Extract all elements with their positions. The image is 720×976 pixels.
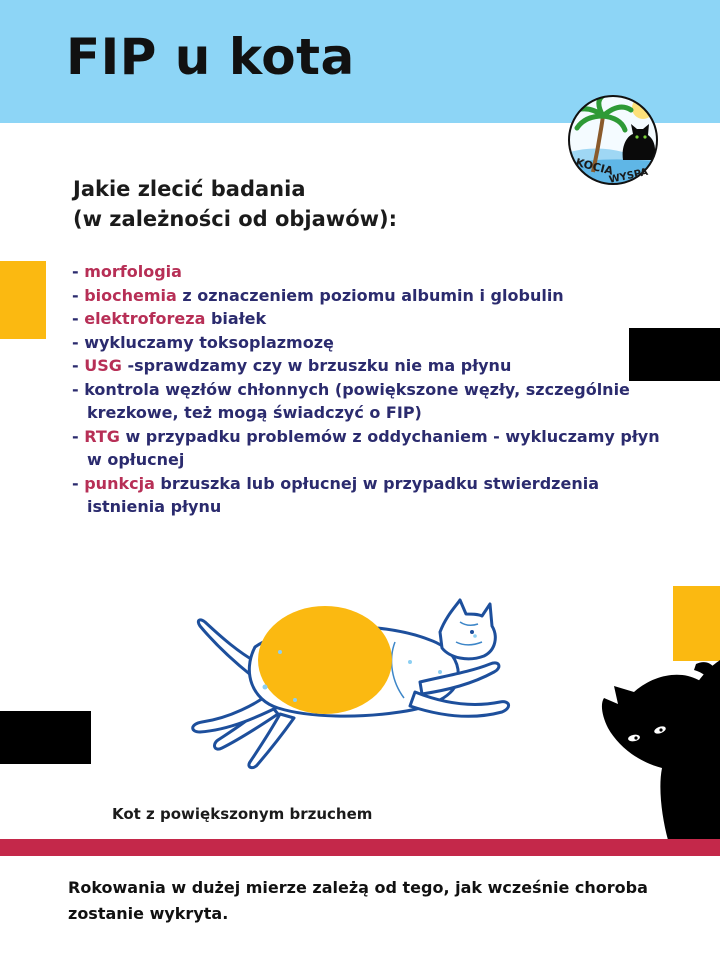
black-block-left (0, 711, 91, 764)
yellow-block-right (673, 586, 720, 661)
tests-heading-line2: (w zależności od objawów): (73, 207, 398, 231)
test-description: brzuszka lub opłucnej w przypadku stwierdzenia istnienia płynu (87, 473, 599, 516)
logo-text-top: KOCIA (574, 155, 615, 178)
test-item: - morfologia (72, 262, 182, 281)
test-item: - elektroforeza białek (72, 309, 267, 328)
test-item: - wykluczamy toksoplazmozę (72, 332, 334, 352)
test-keyword: biochemia (84, 285, 177, 305)
test-keyword: elektroforeza (84, 309, 206, 328)
lying-cat-illustration (160, 592, 520, 772)
illustration-caption: Kot z powiększonym brzuchem (112, 805, 373, 823)
tests-heading (73, 174, 397, 234)
black-cat-illustration (598, 658, 720, 840)
test-description: białek (205, 309, 267, 328)
test-description: z oznaczeniem poziomu albumin i globulin (176, 285, 564, 305)
test-keyword: morfologia (84, 262, 182, 281)
prognosis-text: Rokowania w dużej mierze zależą od tego, jak wcześnie choroba zostanie wykryta. (68, 878, 648, 923)
test-description: wykluczamy toksoplazmozę (84, 332, 334, 352)
test-item: - RTG w przypadku problemów z oddychaniem - wykluczamy płyn w opłucnej (72, 426, 660, 469)
test-description: kontrola węzłów chłonnych (powiększone węzły, szczególnie krezkowe, też mogą świadczyć o FIP) (84, 379, 630, 422)
page-title: FIP u kota (66, 28, 355, 86)
tests-heading-line1: Jakie zlecić badania (73, 177, 306, 201)
test-description: -sprawdzamy czy w brzuszku nie ma płynu (121, 356, 512, 375)
yellow-block-left (0, 261, 46, 339)
test-item: - punkcja brzuszka lub opłucnej w przypadku stwierdzenia istnienia płynu (72, 473, 599, 516)
test-keyword: RTG (84, 426, 120, 446)
kocia-wyspa-logo (563, 94, 667, 186)
test-item: - biochemia z oznaczeniem poziomu albumin i globulin (72, 285, 564, 305)
test-description: w przypadku problemów z oddychaniem - wykluczamy płyn w opłucnej (87, 426, 660, 469)
test-item: - kontrola węzłów chłonnych (powiększone węzły, szczególnie krezkowe, też mogą świadczyć o FIP) (72, 379, 630, 422)
logo-text-bottom: WYSPA (608, 166, 650, 186)
test-keyword: punkcja (84, 473, 155, 493)
test-keyword: USG (84, 356, 122, 375)
test-item: - USG -sprawdzamy czy w brzuszku nie ma płynu (72, 356, 512, 375)
red-divider-band (0, 839, 720, 856)
tests-list (72, 260, 672, 519)
